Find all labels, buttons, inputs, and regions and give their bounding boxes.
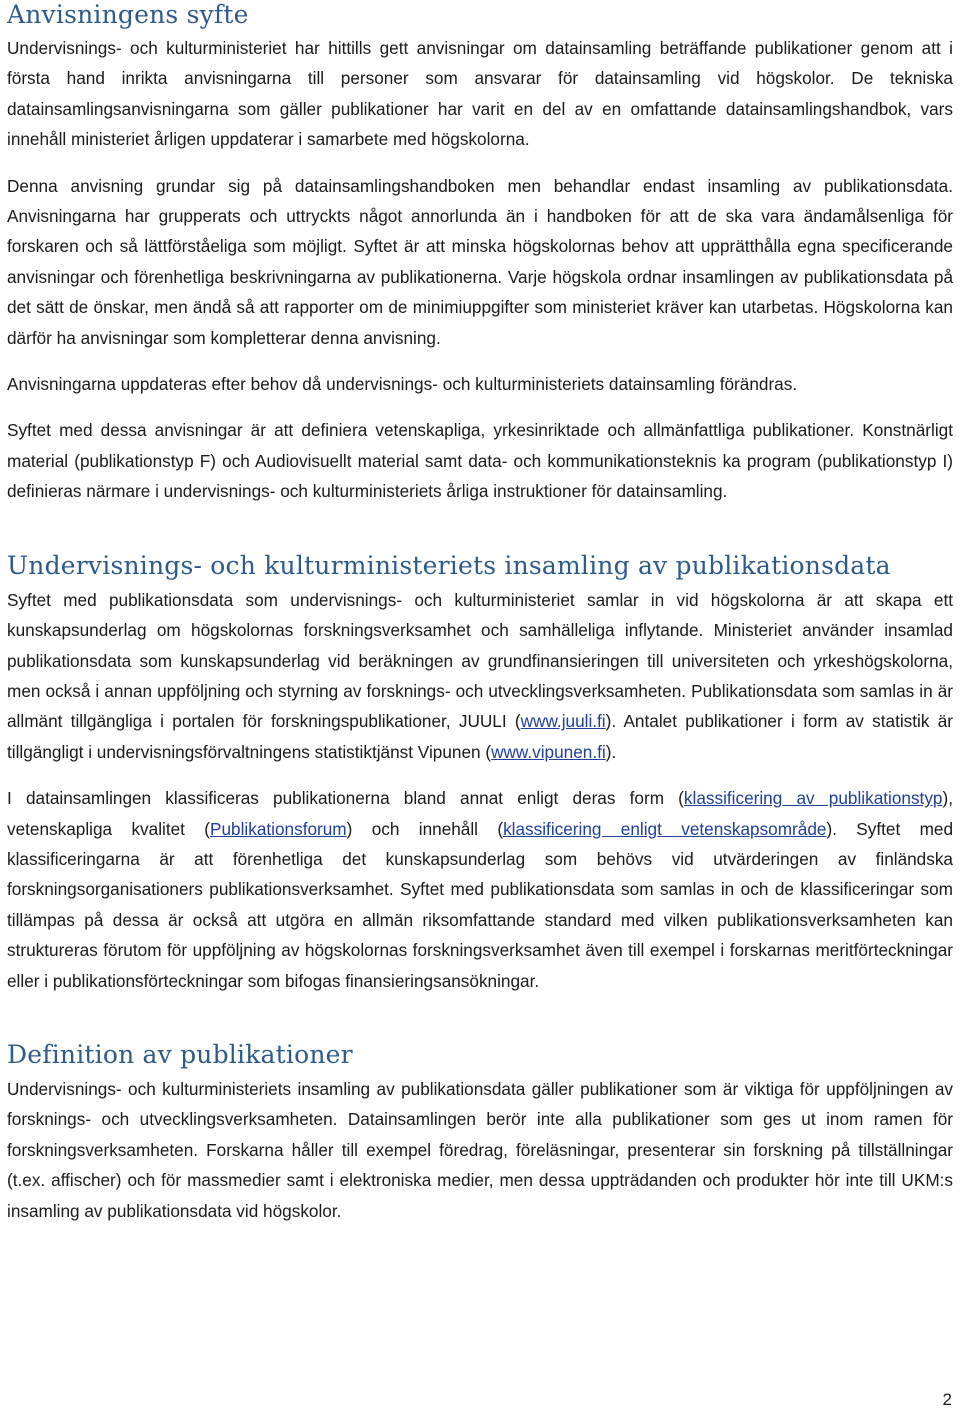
- page-number: 2: [942, 1390, 952, 1409]
- paragraph: Syftet med dessa anvisningar är att definiera vetenskapliga, yrkesinriktade och allmänfattliga publikationer. Konstnärligt material (publikationstyp F) och Audiovisuellt material samt data- och kommunikationsteknis ka program (publikationstyp I) definieras närmare i undervisnings- och kulturministeriets årliga instruktioner för datainsamling.: [7, 420, 953, 502]
- section-heading-definition: Definition av publikationer: [7, 1039, 353, 1069]
- link-vipunen[interactable]: www.vipunen.fi: [491, 741, 606, 762]
- paragraph: Anvisningarna uppdateras efter behov då undervisnings- och kulturministeriets datainsamling förändras.: [7, 374, 798, 395]
- link-field-of-science-classification[interactable]: klassificering enligt vetenskapsområde: [503, 818, 827, 839]
- paragraph: [7, 783, 953, 996]
- text-run: ) och innehåll (: [346, 818, 504, 839]
- link-publication-type-classification[interactable]: klassificering av publikationstyp: [683, 788, 943, 809]
- section-heading-anvisningens-syfte: Anvisningens syfte: [7, 0, 249, 29]
- text-run: ), vetenskapliga kvalitet (: [7, 788, 953, 839]
- link-juuli[interactable]: www.juuli.fi: [520, 711, 606, 732]
- paragraph: Denna anvisning grundar sig på datainsamlingshandboken men behandlar endast insamling av publikationsdata. Anvisningarna har grupperats och uttryckts något annorlunda än i handboken för att de ska vara ändamålsenliga för forskaren och så lättförståeliga som möjligt. Syftet är att minska högskolornas behov att upprätthålla egna specificerande anvisningar och förenhetliga beskrivningarna av publikationerna. Varje högskola ordnar insamlingen av publikationsdata på det sätt de önskar, men ändå så att rapporter om de minimiuppgifter som ministeriet kräver kan utarbetas. Högskolorna kan därför ha anvisningar som kompletterar denna anvisning.: [7, 175, 953, 348]
- text-run: ). Syftet med klassificeringarna är att förenhetliga det kunskapsunderlag som behövs vid utvärderingen av finländska forskningsorganisationers publikationsverksamhet. Syftet med publikationsdata som samlas in och de klassificeringar som tillämpas på dessa är också att utgöra en allmän riksomfattande standard med vilken publikationsverksamheten kan struktureras förutom för uppföljning av högskolornas forskningsverksamhet även till exempel i forskarnas meritförteckningar eller i publikationsförteckningar som bifogas finansieringsansökningar.: [7, 818, 954, 991]
- text-run: ). Antalet publikationer i form av statistik är tillgängligt i undervisningsförvaltningens statistiktjänst Vipunen (: [7, 711, 953, 762]
- paragraph: Undervisnings- och kulturministeriets insamling av publikationsdata gäller publikationer som är viktiga för uppföljningen av forsknings- och utvecklingsverksamheten. Datainsamlingen berör inte alla publikationer som ges ut inom ramen för forskningsverksamheten. Forskarna håller till exempel föredrag, föreläsningar, presenterar sin forskning på tillställningar (t.ex. affischer) och för massmedier samt i elektroniska medier, men dessa uppträdanden och produkter hör inte till UKM:s insamling av publikationsdata vid högskolor.: [7, 1078, 953, 1221]
- paragraph: Undervisnings- och kulturministeriet har hittills gett anvisningar om datainsamling beträffande publikationer genom att i första hand inrikta anvisningarna till personer som ansvarar för datainsamling vid högskolor. De tekniska datainsamlingsanvisningarna som gäller publikationer har varit en del av en omfattande datainsamlingshandbok, vars innehåll ministeriet årligen uppdaterar i samarbete med högskolorna.: [7, 38, 953, 150]
- text-run: ).: [605, 741, 617, 762]
- section-heading-ukm-insamling: Undervisnings- och kulturministeriets insamling av publikationsdata: [7, 550, 891, 580]
- paragraph: [7, 585, 953, 767]
- document-page: [7, 0, 953, 1242]
- text-run: Syftet med publikationsdata som undervisnings- och kulturministeriet samlar in vid högskolorna är att skapa ett kunskapsunderlag om högskolornas forskningsverksamhet och samhälleliga inflytande. Ministeriet använder insamlad publikationsdata som kunskapsunderlag vid beräkningen av grundfinansieringen till universiteten och yrkeshögskolorna, men också i annan uppföljning och styrning av forsknings- och utvecklingsverksamheten. Publikationsdata som samlas in är allmänt tillgängliga i portalen för forskningspublikationer, JUULI (: [7, 589, 953, 732]
- text-run: I datainsamlingen klassificeras publikationerna bland annat enligt deras form (: [7, 788, 684, 809]
- link-publikationsforum[interactable]: Publikationsforum: [210, 818, 347, 839]
